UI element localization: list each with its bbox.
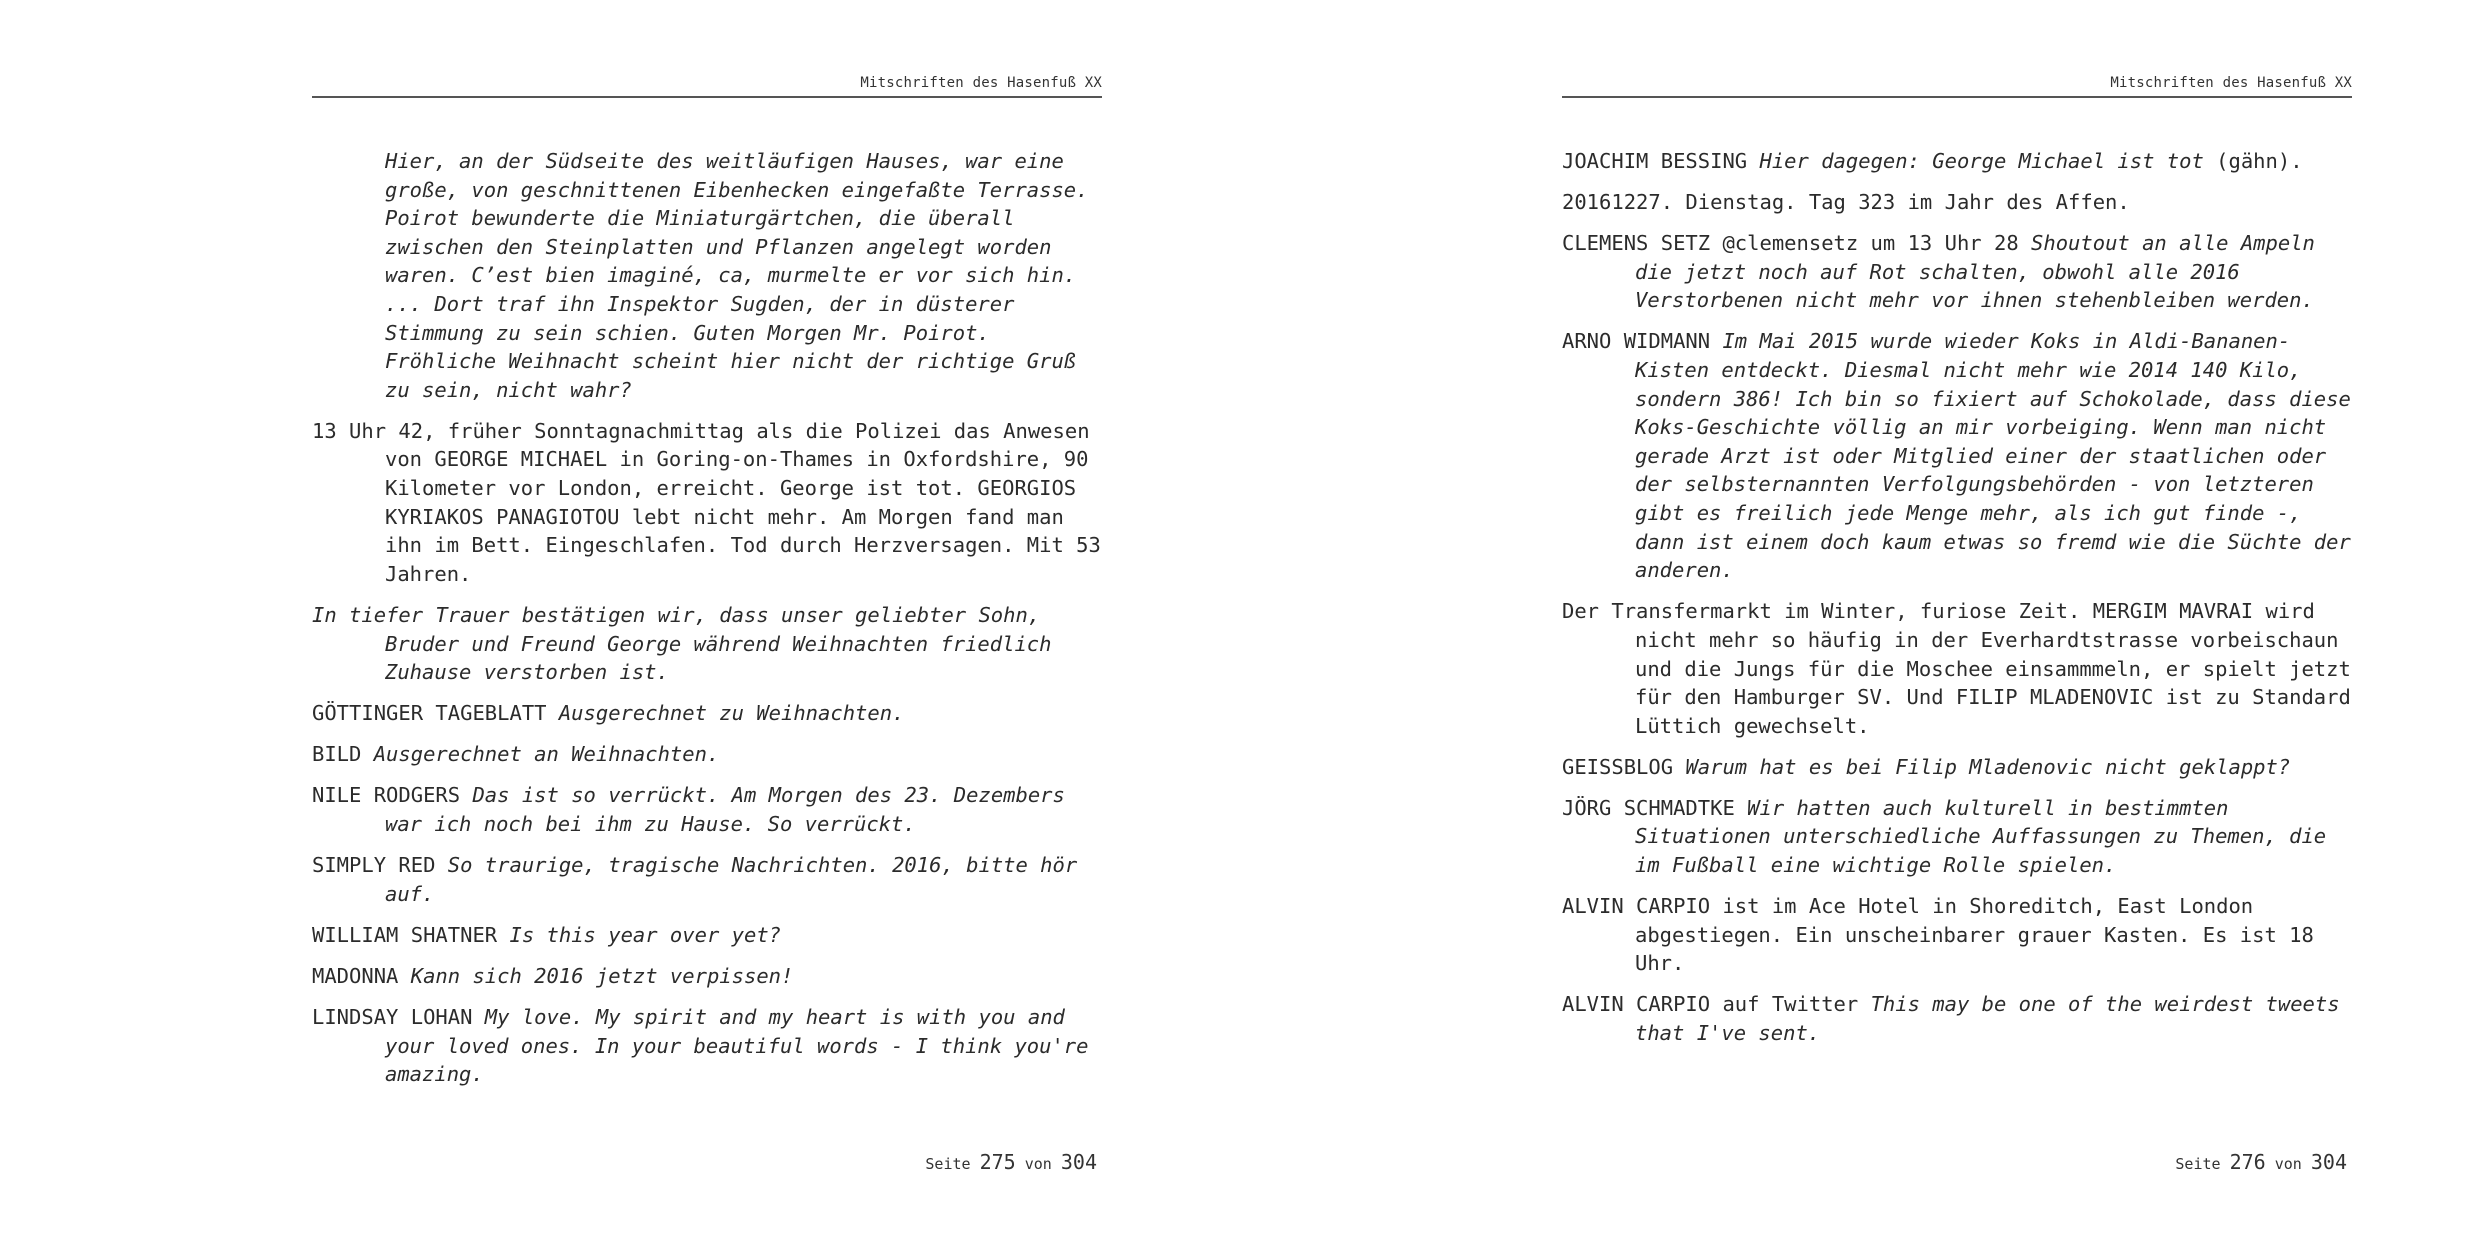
paragraph <box>312 740 1102 769</box>
paragraph <box>1562 892 2352 978</box>
quote-text: This may be one of the weirdest tweets that I've sent. <box>1635 992 2340 1046</box>
speaker-name: NILE RODGERS <box>312 783 461 808</box>
paragraph <box>1562 597 2352 740</box>
quote-text: Is this year over yet? <box>509 922 782 947</box>
speaker-name: BILD <box>312 742 362 767</box>
quote-text: Ausgerechnet an Weihnachten. <box>373 742 720 767</box>
quote-text: Ausgerechnet zu Weihnachten. <box>558 701 905 726</box>
paragraph <box>312 962 1102 991</box>
left-page <box>312 0 1102 1240</box>
paragraph <box>1562 753 2352 782</box>
tail-text: (gähn). <box>2216 149 2303 173</box>
page-number <box>312 1150 1097 1174</box>
paragraph <box>312 601 1102 687</box>
paragraph <box>312 781 1102 838</box>
paragraph <box>312 147 1102 404</box>
speaker-name: ALVIN CARPIO <box>1562 992 1711 1017</box>
page-number <box>1562 1150 2347 1174</box>
speaker-name: WILLIAM SHATNER <box>312 922 498 947</box>
paragraph <box>1562 229 2352 315</box>
header-rule <box>1562 96 2352 98</box>
quote-text: So traurige, tragische Nachrichten. 2016, bitte hör auf. <box>385 853 1078 906</box>
quote-text: Im Mai 2015 wurde wieder Koks in Aldi-Bananen-Kisten entdeckt. Diesmal nicht mehr wie 2014 140 Kilo, sondern 386! Ich bin so fixiert auf Schokolade, dass diese Koks-Geschichte völlig an mir vorbeiging. Wenn man nicht gerade Arzt ist oder Mitglied einer der staatlichen oder der selbsternannten Verfolgungsbehörden - von letzteren gibt es freilich jede Menge mehr, als ich gut finde -, dann ist einem doch kaum etwas so fremd wie die Süchte der anderen. <box>1635 329 2351 583</box>
paragraph <box>312 699 1102 728</box>
header-rule <box>312 96 1102 98</box>
paragraph <box>312 417 1102 589</box>
narrative-text: ALVIN CARPIO ist im Ace Hotel in Shoreditch, East London abgestiegen. Ein unscheinbarer grauer Kasten. Es ist 18 Uhr. <box>1562 894 2314 976</box>
narrative-text: Der Transfermarkt im Winter, furiose Zeit. MERGIM MAVRAI wird nicht mehr so häufig in der Everhardtstrasse vorbeischaun und die Jungs für die Moschee einsammmeln, er spielt jetzt für den Hamburger SV. Und FILIP MLADENOVIC ist zu Standard Lüttich gewechselt. <box>1562 599 2351 738</box>
quote-text: In tiefer Trauer bestätigen wir, dass unser geliebter Sohn, Bruder und Freund George während Weihnachten friedlich Zuhause verstorben ist. <box>312 602 1052 685</box>
source-text: @clemensetz um 13 Uhr 28 <box>1722 231 2019 256</box>
narrative-text: 13 Uhr 42, früher Sonntagnachmittag als die Polizei das Anwesen von GEORGE MICHAEL in Goring-on-Thames in Oxfordshire, 90 Kilometer vor London, erreicht. George ist tot. GEORGIOS KYRIAKOS PANAGIOTOU lebt nicht mehr. Am Morgen fand man ihn im Bett. Eingeschlafen. Tod durch Herzversagen. Mit 53 Jahren. <box>312 418 1101 586</box>
narrative-text: 20161227. Dienstag. Tag 323 im Jahr des Affen. <box>1562 190 2130 215</box>
speaker-name: ARNO WIDMANN <box>1562 329 1711 354</box>
folio-prefix: Seite <box>2175 1155 2221 1173</box>
folio-page: 275 <box>979 1150 1016 1174</box>
speaker-name: MADONNA <box>312 963 399 988</box>
folio-total: 304 <box>1060 1150 1097 1174</box>
folio-total: 304 <box>2310 1150 2347 1174</box>
quote-text: Kann sich 2016 jetzt verpissen! <box>410 963 794 988</box>
paragraph <box>1562 188 2352 217</box>
quote-text: Hier, an der Südseite des weitläufigen Hauses, war eine große, von geschnittenen Eibenhecken eingefaßte Terrasse. Poirot bewunderte die Miniaturgärtchen, die überall zwischen den Steinplatten und Pflanzen angelegt worden waren. C’est bien imaginé, ca, murmelte er vor sich hin. ... Dort traf ihn Inspektor Sugden, der in düsterer Stimmung zu sein schien. Guten Morgen Mr. Poirot. Fröhliche Weihnacht scheint hier nicht der richtige Gruß zu sein, nicht wahr? <box>385 149 1089 402</box>
speaker-name: GEISSBLOG <box>1562 754 1674 779</box>
speaker-name: GÖTTINGER TAGEBLATT <box>312 701 547 726</box>
quote-text: Wir hatten auch kulturell in bestimmten Situationen unterschiedliche Auffassungen zu Themen, die im Fußball eine wichtige Rolle spielen. <box>1635 795 2327 878</box>
source-text: auf Twitter <box>1722 992 1859 1017</box>
right-page <box>1562 0 2352 1240</box>
quote-text: Shoutout an alle Ampeln die jetzt noch auf Rot schalten, obwohl alle 2016 Verstorbenen nicht mehr vor ihnen stehenbleiben werden. <box>1635 231 2315 313</box>
quote-text: Hier dagegen: George Michael ist tot <box>1759 149 2204 173</box>
quote-text: Das ist so verrückt. Am Morgen des 23. Dezembers war ich noch bei ihm zu Hause. So verrückt. <box>385 783 1065 836</box>
speaker-name: JOACHIM BESSING <box>1562 149 1748 173</box>
paragraph <box>1562 147 2352 176</box>
running-head: Mitschriften des Hasenfuß XX <box>860 75 1102 91</box>
folio-of: von <box>2274 1155 2302 1173</box>
paragraph <box>312 921 1102 950</box>
page-body <box>312 147 1102 1101</box>
speaker-name: LINDSAY LOHAN <box>312 1004 473 1029</box>
paragraph <box>1562 990 2352 1047</box>
speaker-name: JÖRG SCHMADTKE <box>1562 795 1735 820</box>
quote-text: Warum hat es bei Filip Mladenovic nicht geklappt? <box>1685 754 2291 779</box>
page-body <box>1562 147 2352 1060</box>
running-head: Mitschriften des Hasenfuß XX <box>2110 75 2352 91</box>
folio-of: von <box>1024 1155 1052 1173</box>
speaker-name: SIMPLY RED <box>312 853 436 878</box>
speaker-name: CLEMENS SETZ <box>1562 231 1711 256</box>
paragraph <box>1562 794 2352 880</box>
folio-page: 276 <box>2229 1150 2266 1174</box>
paragraph <box>312 1003 1102 1089</box>
quote-text: My love. My spirit and my heart is with you and your loved ones. In your beautiful words - I think you're amazing. <box>385 1004 1089 1087</box>
paragraph <box>312 851 1102 908</box>
folio-prefix: Seite <box>925 1155 971 1173</box>
paragraph <box>1562 327 2352 584</box>
